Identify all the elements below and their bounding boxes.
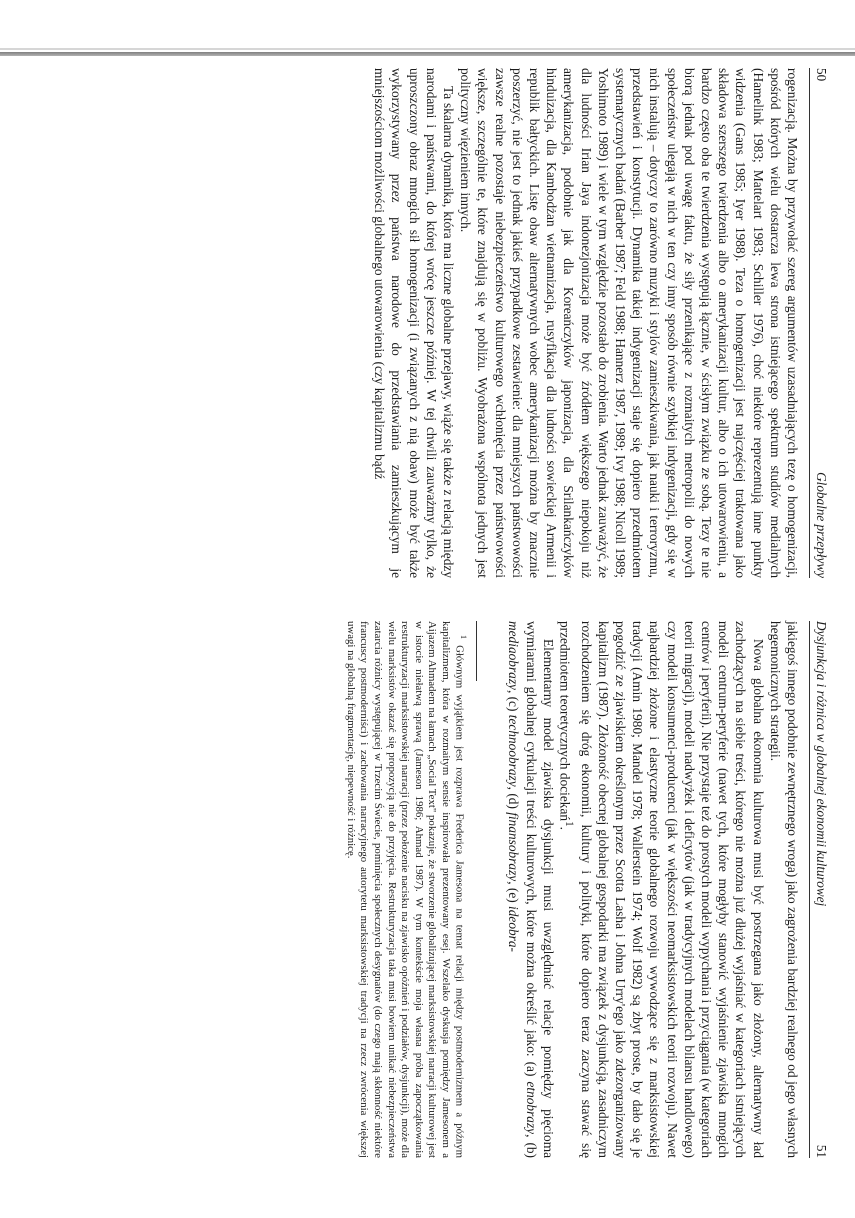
footnote-text [343,621,470,1158]
p3-text-b: , (b) [523,1134,539,1158]
right-page-header [809,621,832,1158]
right-page-number: 51 [814,1144,829,1158]
book-spread [42,68,832,1218]
term-mediaobrazy: mediaobrazy [506,621,522,690]
footnote-marker: 1 [459,635,469,639]
right-page-body [505,621,801,1158]
footnote [343,621,470,1158]
term-etnobrazy: etnobrazy [523,1081,539,1135]
right-paragraph-2: Nowa globalna ekonomia kulturowa musi być postrzegana jako złożony, alternatywny ład zachodzących na siebie treści, którego nie można już dłużej wyjaśniać w kategoriach istniejących modeli centrum-peryferie (nawet tych, które mogłyby stanowić wyjaśnienie zjawiska mnogich centrów i peryferii). Nie przystaje też do prostych modeli wypychania i przyciągania (w kategoriach teorii migracji), modeli nadwyżek i deficytów (jak w tradycyjnych modelach bilansu handlowego) czy modeli konsumenci-producenci (jak w większości neomarksistowskich teorii rozwoju). Nawet najbardziej złożone i elastyczne teorie globalnego rozwoju wywodzące się z marksistowskiej tradycji (Amin 1980; Mandel 1978; Wallerstein 1974; Wolf 1982) są zbyt proste, by dało się je pogodzić ze zjawiskiem określonym przez Scotta Lasha i Johna Urry'ego jako zdezorganizowany kapitalizm (1987). Złożoność obecnej globalnej gospodarki ma związek z dysjunkcją, zasadniczym rozchodzeniem się dróg ekonomii, kultury i polityki, które dopiero teraz zaczyna stawać się przedmiotem teoretycznych dociekań$^1$. [557,621,766,1158]
term-technoobrazy: technoobrazy [506,714,522,787]
left-page-number: 50 [814,68,829,82]
left-running-head: Globalne przepływy [814,472,829,578]
p3-text-a: Elementarny model zjawiska dysjunkcji musi uwzględniać relacje pomiędzy pięcioma wymiarami globalnej cyrkulacji treści kulturowych, które można określić jako: (a) [523,621,556,1158]
left-page-body [371,68,801,578]
p3-text-d: , (d) [506,786,522,813]
p3-text-e: , (e) [506,881,522,907]
footnote-body: Głównym wyjątkiem jest rozprawa Frederica Jamesona na temat relacji między postmodernizmem a późnym kapitalizmem, która w rozmaitym sensie inspirowała prezentowany esej. Wszelako dyskusja pomiędzy Jamesonem a Aijazem Ahmadem na łamach „Social Text" pokazuje, że stworzenie globalizującej marksistowskiej narracji kulturowej jest w istocie niełatwą sprawą (Jameson 1986; Ahmad 1987). W tym kontekście moja własna próba zapoczątkowania restrukturyzacji marksistowskiej narracji (przez położenie nacisku na zjawisko opóźnień i podziałów, dysjunkcji), może dla wielu marksistów okazać się propozycją nie do przyjęcia. Restrukturyzacja taka musi bowiem unikać niebezpieczeństwa zatarcia różnicy występującej w Trzecim Świecie, pominięcia społecznych desygnatów (do czego mają skłonność niektóre francuscy postmoderniści) i zachowania narracyjnego autorytetu marksistowskiej tradycji na rzecz zwrócenia większej uwagi na globalną fragmentację, niepewność i różnicę. [344,621,466,1159]
scan-edge-shadow [0,52,855,56]
scan-edge-noise [0,48,855,50]
left-page-header [809,68,832,578]
p3-text-c: , (c) [506,689,522,715]
term-finansobrazy: finansobrazy [506,812,522,882]
right-running-head: Dysjunkcja i różnica w globalnej ekonomii kulturowej [814,621,829,907]
footnote-rule [476,621,477,681]
left-page [42,68,832,588]
left-paragraph-1: rogenizacją. Można by przywołać szereg argumentów uzasadniających tezę o homogenizacji, spośród których wielu dostarcza lewa strona istniejącego spektrum studiów medialnych (Hamelink 1983; Mattelart 1983; Schiller 1976), choć niektóre reprezentują inne punkty widzenia (Gans 1985; Iyer 1988). Teza o homogenizacji jest najczęściej traktowana jako składowa szerszego twierdzenia albo o amerykanizacji kultur, albo o ich utowarowieniu, a bardzo często oba te twierdzenia występują łącznie, w ścisłym związku ze sobą. Tezy te nie biorą jednak pod uwagę faktu, że siły przenikające z rozmaitych metropolii do nowych społeczeństw ulegają w nich w ten czy inny sposób równie szybkiej indygenizacji, gdy się w nich instalują – dotyczy to zarówno muzyki i stylów zamieszkiwania, jak nauki i terroryzmu, przedstawień i konstytucji. Dynamika takiej indygenizacji staje się dopiero przedmiotem systematycznych badań (Barber 1987; Feld 1988; Hannerz 1987, 1989; Ivy 1988; Nicoll 1989; Yoshimoto 1989) i wiele w tym względzie pozostało do zrobienia. Warto jednak zauważyć, że dla ludności Irian Jaya indonezjonizacja może być źródłem większego niepokoju niż amerykanizacja, podobnie jak dla Koreańczyków japonizacja, dla Srilankańczyków hinduizacja, dla Kambodżan wietnamizacja, rusyfikacja dla ludności sowieckiej Armenii i republik bałtyckich. Listę obaw alternatywnych wobec amerykanizacji można by znacznie poszerzyć, nie jest to jednak jakieś przypadkowe zestawienie: dla mniejszych państwowości zawsze realne pozostaje niebezpieczeństwo kulturowego wchłonięcia przez państwowości większe, szczególnie te, które znajdują się w pobliżu. Wyobrażona wspólnota jednych jest polityczny więzieniem innych. [458,68,800,578]
right-paragraph-1: jakiegoś innego podobnie zewnętrznego wroga) jako zagrożenia bardziej realnego od jego własnych hegemonicznych strategii. [767,621,800,1158]
right-page [42,613,832,1158]
footnote-reference: 1 [563,821,576,827]
term-ideobrazy: ideobra- [506,906,522,952]
right-paragraph-3 [505,621,557,1158]
right-paragraph-2-text: Nowa globalna ekonomia kulturowa musi być postrzegana jako złożony, alternatywny ład zachodzących na siebie treści, którego nie można już dłużej wyjaśniać w kategoriach istniejących modeli centrum-peryferie (nawet tych, które mogłyby stanowić wyjaśnienie zjawiska mnogich centrów i peryferii). Nie przystaje też do prostych modeli wypychania i przyciągania (w kategoriach teorii migracji), modeli nadwyżek i deficytów (jak w tradycyjnych modelach bilansu handlowego) czy modeli konsumenci-producenci (jak w większości neomarksistowskich teorii rozwoju). Nawet najbardziej złożone i elastyczne teorie globalnego rozwoju wywodzące się z marksistowskiej tradycji (Amin 1980; Mandel 1978; Wallerstein 1974; Wolf 1982) są zbyt proste, by dało się je pogodzić ze zjawiskiem określonym przez Scotta Lasha i Johna Urry'ego jako zdezorganizowany kapitalizm (1987). Złożoność obecnej globalnej gospodarki ma związek z dysjunkcją, zasadniczym rozchodzeniem się dróg ekonomii, kultury i polityki, które dopiero teraz zaczyna stawać się przedmiotem teoretycznych dociekań [557,621,766,1158]
left-paragraph-2: Ta skalarna dynamika, która ma liczne globalne przejawy, wiąże się także z relacją między narodami i państwami, do której wrócę jeszcze później. W tej chwili zauważmy tylko, że uproszczony obraz mnogich sił homogenizacji (i związanych z nią obaw) może być także wykorzystywany przez państwa narodowe do przedstawiania zamieszkującym je mniejszościom możliwości globalnego utowarowienia (czy kapitalizmu bądź [372,68,456,578]
